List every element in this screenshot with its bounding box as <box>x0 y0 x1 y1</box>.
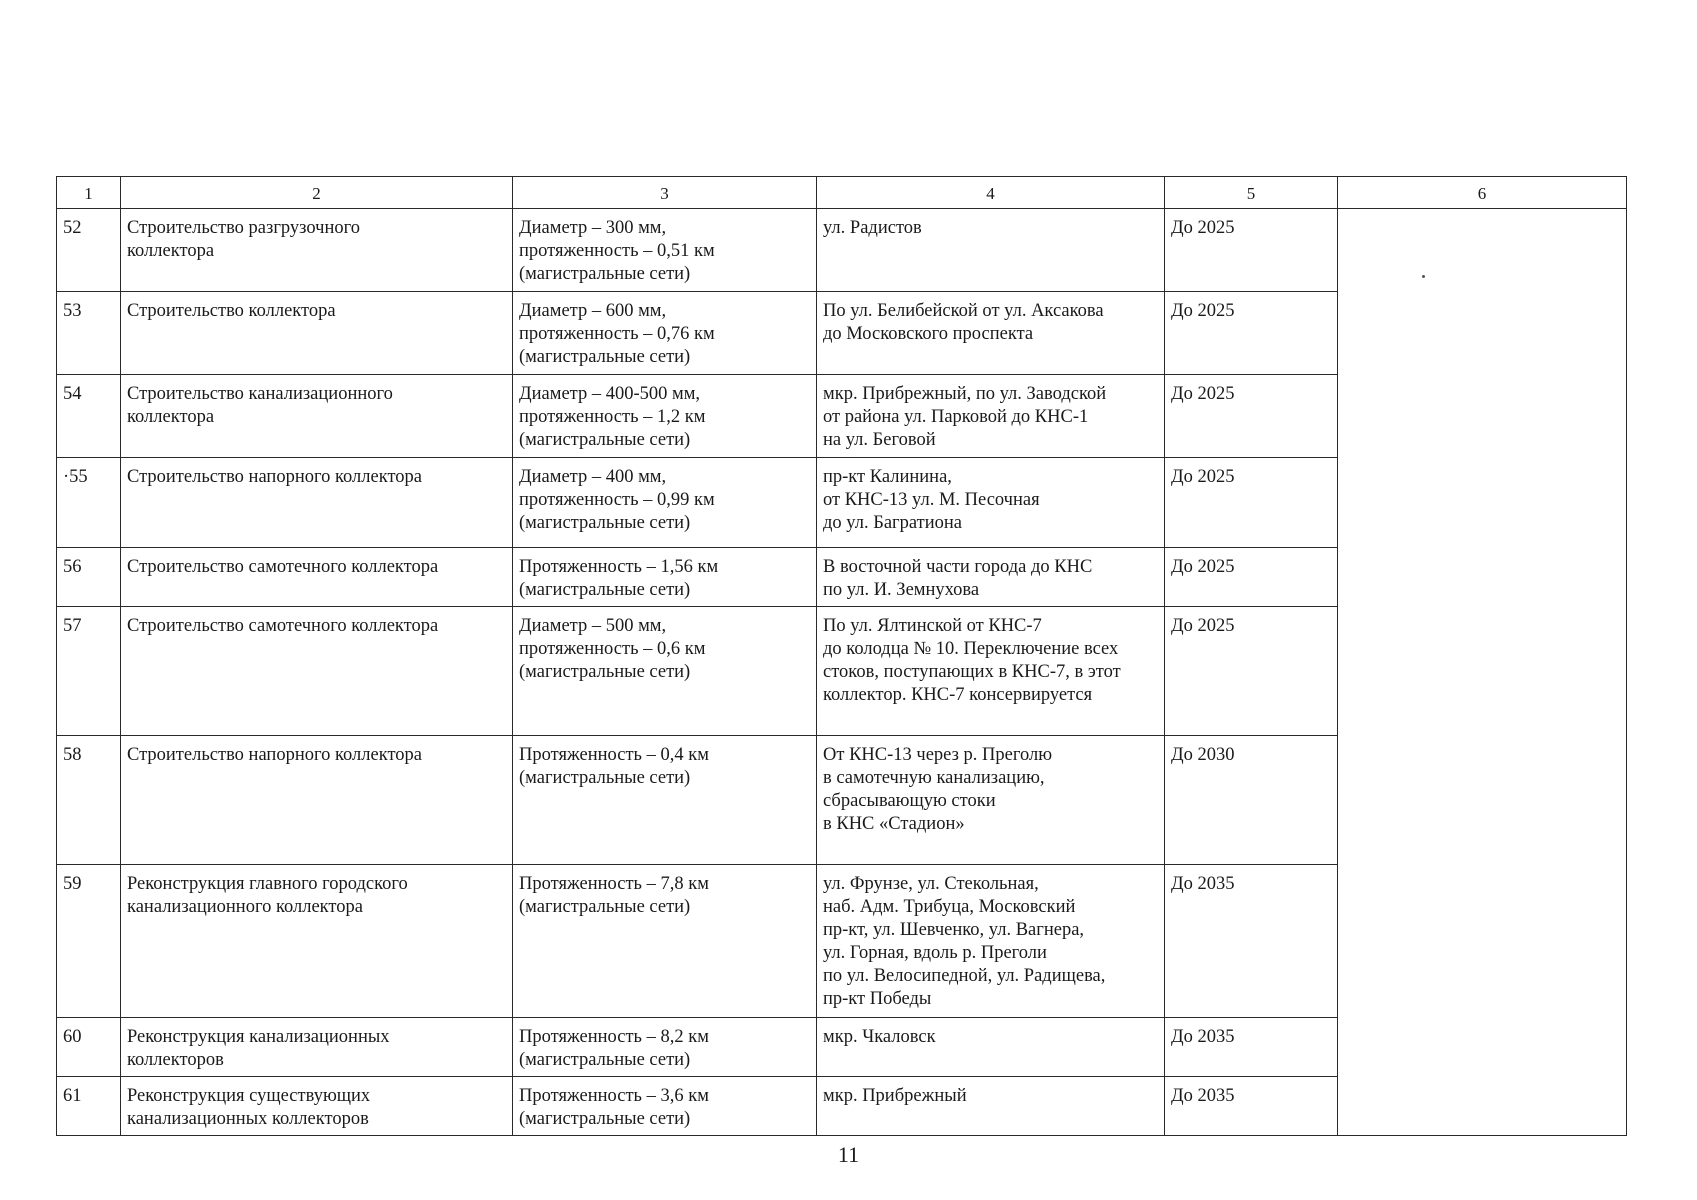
table-body <box>57 209 1627 1136</box>
table-row <box>57 209 1627 292</box>
measure-deadline: До 2025 <box>1165 375 1338 458</box>
measure-location: мкр. Прибрежный, по ул. Заводской от района ул. Парковой до КНС-1 на ул. Беговой <box>817 375 1165 458</box>
measure-name: Реконструкция главного городского канализационного коллектора <box>121 865 513 1018</box>
measure-deadline: До 2035 <box>1165 1018 1338 1077</box>
measure-name: Реконструкция существующих канализационных коллекторов <box>121 1077 513 1136</box>
row-number: 61 <box>57 1077 121 1136</box>
header-col-5: 5 <box>1165 177 1338 209</box>
row-number: 54 <box>57 375 121 458</box>
measure-deadline: До 2025 <box>1165 548 1338 607</box>
measure-deadline: До 2035 <box>1165 865 1338 1018</box>
header-col-2: 2 <box>121 177 513 209</box>
measure-location: От КНС-13 через р. Преголю в самотечную канализацию, сбрасывающую стоки в КНС «Стадион» <box>817 736 1165 865</box>
measure-location: мкр. Прибрежный <box>817 1077 1165 1136</box>
measure-parameters: Протяженность – 7,8 км (магистральные сети) <box>513 865 817 1018</box>
page-number: 11 <box>837 1142 860 1167</box>
row-number: ·55 <box>57 458 121 548</box>
row-number: 52 <box>57 209 121 292</box>
column-6-merged-cell <box>1338 209 1627 1136</box>
measure-name: Строительство коллектора <box>121 292 513 375</box>
measure-parameters: Диаметр – 500 мм, протяженность – 0,6 км (магистральные сети) <box>513 607 817 736</box>
measure-deadline: До 2025 <box>1165 607 1338 736</box>
measure-name: Строительство самотечного коллектора <box>121 607 513 736</box>
header-col-4: 4 <box>817 177 1165 209</box>
row-number: 58 <box>57 736 121 865</box>
header-col-3: 3 <box>513 177 817 209</box>
measure-parameters: Протяженность – 0,4 км (магистральные сети) <box>513 736 817 865</box>
measure-name: Строительство напорного коллектора <box>121 736 513 865</box>
measure-parameters: Протяженность – 1,56 км (магистральные сети) <box>513 548 817 607</box>
measure-deadline: До 2025 <box>1165 458 1338 548</box>
measure-parameters: Диаметр – 300 мм, протяженность – 0,51 км (магистральные сети) <box>513 209 817 292</box>
measure-name: Строительство канализационного коллектора <box>121 375 513 458</box>
measure-name: Реконструкция канализационных коллекторов <box>121 1018 513 1077</box>
measure-parameters: Диаметр – 600 мм, протяженность – 0,76 км (магистральные сети) <box>513 292 817 375</box>
header-col-1: 1 <box>57 177 121 209</box>
row-number: 59 <box>57 865 121 1018</box>
measure-parameters: Диаметр – 400 мм, протяженность – 0,99 км (магистральные сети) <box>513 458 817 548</box>
measure-deadline: До 2030 <box>1165 736 1338 865</box>
measure-location: ул. Радистов <box>817 209 1165 292</box>
measure-location: мкр. Чкаловск <box>817 1018 1165 1077</box>
table-header-row <box>57 177 1627 209</box>
table-header <box>57 177 1627 209</box>
row-number: 57 <box>57 607 121 736</box>
measure-parameters: Протяженность – 3,6 км (магистральные сети) <box>513 1077 817 1136</box>
measure-deadline: До 2025 <box>1165 209 1338 292</box>
row-number: 60 <box>57 1018 121 1077</box>
measure-deadline: До 2035 <box>1165 1077 1338 1136</box>
measure-location: ул. Фрунзе, ул. Стекольная, наб. Адм. Трибуца, Московский пр-кт, ул. Шевченко, ул. Вагнера, ул. Горная, вдоль р. Преголи по ул. Велосипедной, ул. Радищева, пр-кт Победы <box>817 865 1165 1018</box>
measure-parameters: Диаметр – 400-500 мм, протяженность – 1,2 км (магистральные сети) <box>513 375 817 458</box>
measures-table <box>56 176 1627 1136</box>
row-number: 56 <box>57 548 121 607</box>
measure-name: Строительство разгрузочного коллектора <box>121 209 513 292</box>
measure-location: По ул. Белибейской от ул. Аксакова до Московского проспекта <box>817 292 1165 375</box>
measure-deadline: До 2025 <box>1165 292 1338 375</box>
measure-parameters: Протяженность – 8,2 км (магистральные сети) <box>513 1018 817 1077</box>
header-col-6: 6 <box>1338 177 1627 209</box>
measure-location: пр-кт Калинина, от КНС-13 ул. М. Песочная до ул. Багратиона <box>817 458 1165 548</box>
row-number: 53 <box>57 292 121 375</box>
measure-name: Строительство самотечного коллектора <box>121 548 513 607</box>
measure-location: В восточной части города до КНС по ул. И. Земнухова <box>817 548 1165 607</box>
measure-location: По ул. Ялтинской от КНС-7 до колодца № 10. Переключение всех стоков, поступающих в КНС-7, в этот коллектор. КНС-7 консервируется <box>817 607 1165 736</box>
measure-name: Строительство напорного коллектора <box>121 458 513 548</box>
scan-speck <box>1422 275 1425 278</box>
